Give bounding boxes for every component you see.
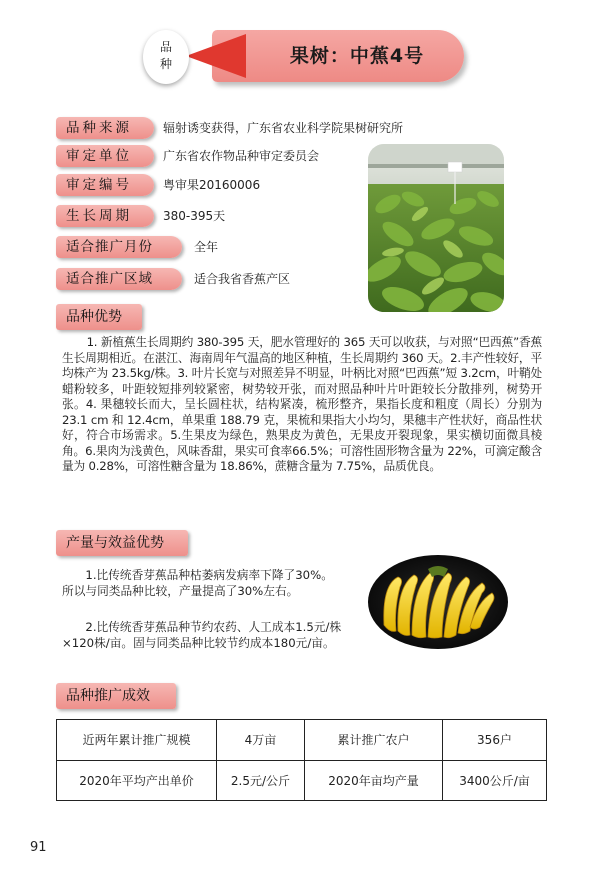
banana-bunch-photo (368, 555, 508, 650)
section-heading-benefits: 产量与效益优势 (56, 530, 188, 556)
info-label-approval-number: 审定编号 (56, 174, 154, 196)
info-label-source: 品种来源 (56, 117, 154, 139)
info-value-growth-cycle: 380-395天 (163, 209, 226, 223)
promotion-stats-table (56, 719, 547, 801)
page-number: 91 (30, 840, 47, 855)
benefit-point-1: 1.比传统香芽蕉品种枯萎病发病率下降了30%。所以与同类品种比较，产量提高了30%左右。 (62, 568, 333, 598)
table-row (57, 720, 547, 761)
page-title: 果树：中蕉4号 (289, 45, 425, 67)
table-cell: 2020年亩均产量 (305, 760, 443, 801)
info-value-source: 辐射诱变获得，广东省农业科学院果树研究所 (163, 121, 404, 135)
table-cell: 2.5元/公斤 (217, 760, 305, 801)
table-row (57, 760, 547, 801)
banana-seedlings-photo (368, 144, 504, 312)
table-cell: 356户 (443, 720, 547, 761)
info-value-promotion-region: 适合我省香蕉产区 (194, 272, 291, 286)
category-badge-text: 品 种 (159, 40, 172, 71)
info-label-growth-cycle: 生长周期 (56, 205, 154, 227)
table-cell: 累计推广农户 (305, 720, 443, 761)
category-badge (143, 30, 189, 84)
table-cell: 3400公斤/亩 (443, 760, 547, 801)
info-value-approval-unit: 广东省农作物品种审定委员会 (163, 149, 320, 163)
info-label-approval-unit: 审定单位 (56, 145, 154, 167)
advantages-paragraph: 1. 新植蕉生长周期约 380-395 天，肥水管理好的 365 天可以收获，与对照“巴西蕉”香蕉生长周期相近。在湛江、海南周年气温高的地区种植，生长周期约 360 天。2.丰产性较好，平均株产为 23.5kg/株。3. 叶片长宽与对照差异不明显，叶柄比对照“巴西蕉”短 3.2cm，叶鞘处蜡粉较多，叶距较短排列较紧密，树势较开张，而对照品种叶片叶距较长分散排列，树势开张。4. 果穗较长而大，呈长圆柱状，结构紧凑，梳形整齐，果指长度和粗度（周长）分别为 23.1 cm 和 12.4cm，单果重 188.79 克，果梳和果指大小均匀，果穗丰产性状好，商品性状好，符合市场需求。5.生果皮为绿色，熟果皮为黄色，无果皮开裂现象，果实横切面微具棱角。6.果肉为浅黄色，风味香甜，果实可食率66.5%；可溶性固形物含量为 22%，可滴定酸含量为 0.28%，可溶性糖含量为 18.86%，蔗糖含量为 7.75%，品质优良。 (62, 335, 542, 473)
table-cell: 2020年平均产出单价 (57, 760, 217, 801)
info-label-promotion-month: 适合推广月份 (56, 236, 182, 258)
section-heading-advantages: 品种优势 (56, 304, 142, 330)
table-cell: 近两年累计推广规模 (57, 720, 217, 761)
info-label-promotion-region: 适合推广区域 (56, 268, 182, 290)
benefit-point-2: 2.比传统香芽蕉品种节约农药、人工成本1.5元/株×120株/亩。固与同类品种比较节约成本180元/亩。 (62, 620, 342, 650)
info-value-promotion-month: 全年 (194, 240, 219, 254)
info-value-approval-number: 粤审果20160006 (163, 178, 261, 192)
section-heading-promotion: 品种推广成效 (56, 683, 176, 709)
table-cell: 4万亩 (217, 720, 305, 761)
